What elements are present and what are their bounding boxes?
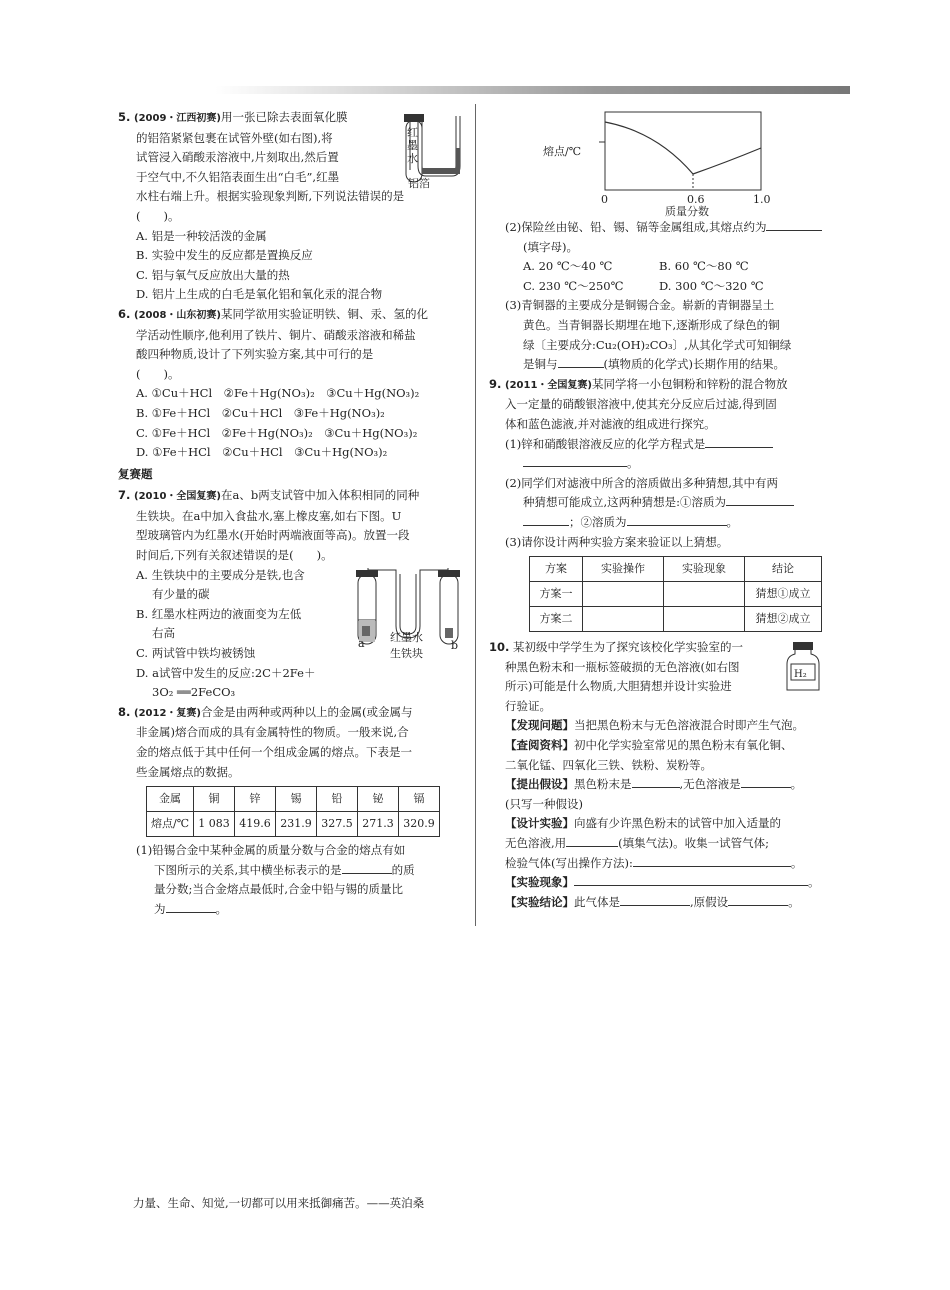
question-number: 5. [118,110,131,124]
text-line: 黄色。当青铜器长期埋在地下,逐渐形成了绿色的铜 [523,317,780,332]
text-line: 无色溶液,用 [505,836,567,851]
table-cell: 铅 [317,787,358,812]
question-number: 7. [118,488,131,503]
text-line: 量分数;当合金熔点最低时,合金中铅与锡的质量比 [154,882,404,897]
table-cell: 铜 [194,787,235,812]
text-line: ( )。 [136,208,180,223]
chart-tick: 1.0 [753,193,771,206]
question-number: 8. [118,704,131,719]
text-line: 体和蓝色滤液,并对滤液的组成进行探究。 [505,416,716,431]
text-line: 当把黑色粉末与无色溶液混合时即产生气泡。 [574,718,804,733]
item-tag: 【设计实验】 [505,816,574,831]
table-cell: 锌 [235,787,276,812]
chart-curve [605,122,761,174]
option-b: B. 实验中发生的反应都是置换反应 [136,248,313,263]
text-line: 时间后,下列有关叙述错误的是( )。 [136,548,333,563]
answer-blank[interactable] [523,513,569,526]
table-cell[interactable] [664,607,745,632]
option-d: D. 铝片上生成的白毛是氧化铝和氧化汞的混合物 [136,287,383,302]
chart-ylabel: 熔点/℃ [543,145,582,158]
table-row [147,787,440,812]
item-tag: 【发现问题】 [505,718,574,733]
text-line: 试管浸入硝酸汞溶液中,片刻取出,然后置 [136,150,339,165]
item-tag: 【实验现象】 [505,875,574,890]
text-line: 用一张已除去表面氧化膜 [221,110,348,124]
item-tag: 【查阅资料】 [505,738,574,753]
left-column [118,108,463,920]
option-d-cont: 3O₂ ══2FeCO₃ [152,685,236,700]
section-title: 复赛题 [118,466,153,481]
table-row [530,557,822,582]
table-row [530,582,822,607]
text-line: (1)铅锡合金中某种金属的质量分数与合金的熔点有如 [136,843,406,858]
table-cell[interactable] [664,582,745,607]
text-line: 于空气中,不久铝箔表面生出“白毛”,红墨 [136,169,340,184]
figure-label-ink: 红墨水 [407,126,418,165]
text-line: 为 [154,901,166,916]
text-line: 所示)可能是什么物质,大胆猜想并设计实验进 [505,679,732,694]
table-cell: 铋 [358,787,399,812]
chart-tick: 0.6 [687,193,705,206]
item-tag: 【实验结论】 [505,894,574,909]
table-cell: 实验现象 [664,557,745,582]
text-line: 。 [215,901,227,916]
option-b: B. 红墨水柱两边的液面变为左低 [136,606,302,621]
answer-blank[interactable] [741,775,791,788]
table-row [147,812,440,837]
text-line: (填集气法)。收集一试管气体; [618,836,770,851]
option-b-cont: 右高 [152,626,175,641]
option-d: D. 300 ℃～320 ℃ [659,278,764,293]
answer-blank[interactable] [766,218,822,231]
table-cell: 方案一 [530,582,583,607]
text-line: (填字母)。 [523,239,578,254]
table-cell: 1 083 [194,812,235,837]
text-line: 水柱右端上升。根据实验现象判断,下列说法错误的是 [136,189,405,204]
text-line: 二氧化锰、四氧化三铁、铁粉、炭粉等。 [505,757,712,772]
figure-label-a: a [358,637,365,651]
question-source: (2011・全国复赛) [505,379,593,391]
question-6 [118,305,463,463]
question-7 [118,486,463,703]
answer-blank[interactable] [558,355,604,368]
table-cell: 方案二 [530,607,583,632]
text-line: ,原假设 [690,894,729,909]
table-cell: 金属 [147,787,194,812]
melting-point-table [146,786,440,837]
chart-tick: 0 [601,193,608,206]
chart-plot [597,108,767,196]
option-c: C. ①Fe＋HCl ②Fe＋Hg(NO₃)₂ ③Cu＋Hg(NO₃)₂ [136,425,418,440]
answer-blank[interactable] [705,435,773,448]
table-cell: 419.6 [235,812,276,837]
text-line: 黑色粉末是 [574,777,632,792]
text-line: 是铜与 [523,357,558,372]
answer-blank[interactable] [728,893,788,906]
table-row [530,607,822,632]
answer-blank[interactable] [166,900,216,913]
option-a: A. 20 ℃～40 ℃ [523,259,613,274]
header-bar [215,86,850,94]
text-line: 的铝箔紧紧包裹在试管外壁(如右图),将 [136,130,333,145]
option-c: C. 铝与氧气反应放出大量的热 [136,267,290,282]
figure-label-foil: 铝箔 [408,177,430,190]
column-divider [475,104,476,926]
text-line: 的质 [391,862,415,877]
text-line: 向盛有少许黑色粉末的试管中加入适量的 [574,816,781,831]
text-line: 些金属熔点的数据。 [136,764,240,779]
table-cell[interactable] [583,607,664,632]
table-cell: 方案 [530,557,583,582]
answer-blank[interactable] [627,513,727,526]
question-source: (2009・江西初赛) [134,113,222,124]
option-b: B. ①Fe＋HCl ②Cu＋HCl ③Fe＋Hg(NO₃)₂ [136,405,385,420]
question-8 [118,703,463,920]
answer-blank[interactable] [574,873,808,886]
table-cell: 实验操作 [583,557,664,582]
text-line: (只写一种假设) [505,796,583,811]
figure-label-ink: 红墨水 [390,631,423,645]
text-line: 合金是由两种或两种以上的金属(或金属与 [201,704,413,719]
table-cell: 镉 [399,787,440,812]
text-line: 某同学欲用实验证明铁、铜、汞、氢的化 [221,306,429,321]
question-number: 6. [118,306,131,321]
answer-blank[interactable] [566,834,618,847]
text-line: 种黑色粉末和一瓶标签破损的无色溶液(如右图 [505,659,740,674]
answer-blank[interactable] [620,893,690,906]
text-line: ( )。 [136,366,180,381]
text-line: 某同学将一小包铜粉和锌粉的混合物放 [592,376,788,391]
answer-blank[interactable] [523,454,627,467]
question-source: (2012・复赛) [134,707,202,719]
text-line: 学活动性顺序,他利用了铁片、铜片、硝酸汞溶液和稀盐 [136,327,416,342]
text-line: 金的熔点低于其中任何一个组成金属的熔点。下表是一 [136,745,412,759]
answer-blank[interactable] [726,493,794,506]
right-column [489,108,835,912]
option-d: D. a试管中发生的反应:2C＋2Fe＋ [136,665,316,680]
text-line: 。 [788,894,800,909]
melting-point-chart [505,108,835,218]
option-a: A. 铝是一种较活泼的金属 [136,228,267,243]
text-line: 某初级中学学生为了探究该校化学实验室的一 [513,640,744,655]
option-a: A. 生铁块中的主要成分是铁,也含 [136,567,305,582]
text-line: (2)同学们对滤液中所含的溶质做出多种猜想,其中有两 [505,475,778,490]
figure-label-iron: 生铁块 [390,647,423,661]
text-line: 。 [808,875,820,890]
figure-label-b: b [451,639,459,653]
table-cell: 327.5 [317,812,358,837]
option-c: C. 230 ℃～250℃ [523,278,624,293]
text-line: 。 [790,777,803,792]
text-line: 生铁块。在a中加入食盐水,塞上橡皮塞,如右下图。U [136,508,402,523]
answer-blank[interactable] [342,861,392,874]
option-a-cont: 有少量的碳 [152,587,210,602]
table-cell: 231.9 [276,812,317,837]
option-a: A. ①Cu＋HCl ②Fe＋Hg(NO₃)₂ ③Cu＋Hg(NO₃)₂ [136,386,420,401]
text-line: 下图所示的关系,其中横坐标表示的是 [154,862,342,877]
table-cell: 锡 [276,787,317,812]
text-line: 酸四种物质,设计了下列实验方案,其中可行的是 [136,347,374,362]
text-line: (3)青铜器的主要成分是铜锡合金。崭新的青铜器呈土 [505,298,775,313]
question-number: 9. [489,376,502,391]
question-source: (2010・全国复赛) [134,491,222,503]
text-line: 在a、b两支试管中加入体积相同的同种 [221,488,420,503]
text-line: ,无色溶液是 [679,777,741,792]
text-line: (1)锌和硝酸银溶液反应的化学方程式是 [505,436,706,451]
chart-xlabel: 质量分数 [665,205,709,218]
table-cell: 结论 [745,557,822,582]
table-cell: 271.3 [358,812,399,837]
text-line: 此气体是 [574,894,620,909]
text-line: 行验证。 [505,698,551,713]
text-line: 种猜想可能成立,这两种猜想是:①溶质为 [523,495,727,510]
table-cell: 猜想②成立 [745,607,822,632]
text-line: (2)保险丝由铋、铅、锡、镉等金属组成,其熔点约为 [505,220,767,234]
text-line: 绿〔主要成分:Cu₂(OH)₂CO₃〕,从其化学式可知铜绿 [523,337,792,352]
text-line: 型玻璃管内为红墨水(开始时两端液面等高)。放置一段 [136,528,410,543]
text-line: 非金属)熔合而成的具有金属特性的物质。一般来说,合 [136,725,409,740]
option-b: B. 60 ℃～80 ℃ [659,259,749,274]
table-cell: 熔点/℃ [147,812,194,837]
answer-blank[interactable] [633,854,791,867]
question-10 [489,638,835,912]
question-9: 9. (2011・全国复赛)某同学将一小包铜粉和锌粉的混合物放 入一定量的硝酸银溶液中,使其充分反应后过滤,得到固 体和蓝色滤液,并对滤液的组成进行探究。 (1)锌和硝酸银溶液反应的化学方程式是 。 (2)同学们对滤液中所含的溶质做出多种猜想,其中有两 种猜想可能成立,这两种猜想是:①溶质为 ；②溶质为 。 (3)请你设计两种实验方案来验证以上猜想。 方案 实验操作 实验现象 结论 方案一 猜想①成立 方案二 猜想②成立 [489,375,835,632]
text-line: 入一定量的硝酸银溶液中,使其充分反应后过滤,得到固 [505,397,777,412]
text-line: 初中化学实验室常见的黑色粉末有氧化铜、 [574,738,793,753]
text-line: ；②溶质为 [569,514,627,529]
table-cell[interactable] [583,582,664,607]
option-c: C. 两试管中铁均被锈蚀 [136,646,256,661]
option-d: D. ①Fe＋HCl ②Cu＋HCl ③Cu＋Hg(NO₃)₂ [136,445,388,460]
footer-quote: 力量、生命、知觉,一切都可以用来抵御痛苦。——英泊桑 [133,1196,425,1210]
text-line: (填物质的化学式)长期作用的结果。 [603,357,785,372]
bottle-label: H₂ [794,669,807,681]
answer-blank[interactable] [632,775,680,788]
question-number: 10. [489,640,510,655]
text-line: 。 [726,514,738,529]
text-line: 检验气体(写出操作方法): [505,855,633,870]
table-cell: 320.9 [399,812,440,837]
text-line: (3)请你设计两种实验方案来验证以上猜想。 [505,534,729,549]
question-source: (2008・山东初赛) [134,309,222,321]
question-5 [118,108,463,305]
item-tag: 【提出假设】 [505,777,574,792]
table-cell: 猜想①成立 [745,582,822,607]
plan-table [529,556,822,632]
text-line: 。 [790,855,803,870]
